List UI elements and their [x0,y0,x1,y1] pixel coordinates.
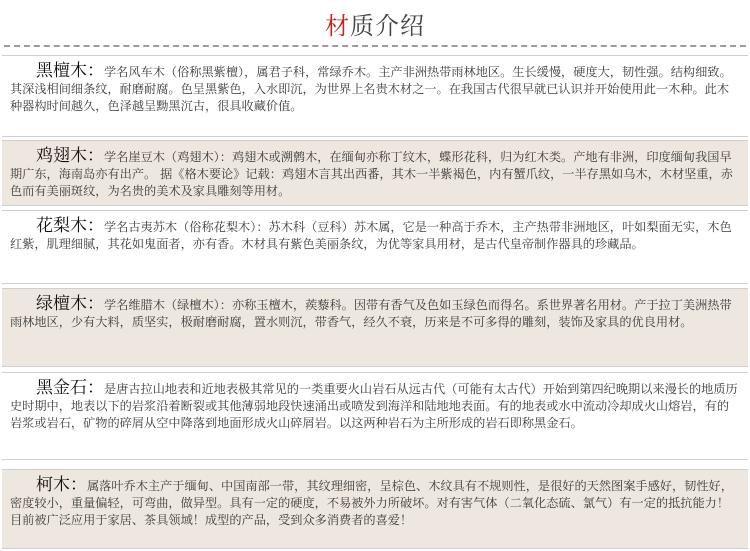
material-description: 属落叶乔木主产于缅甸、中国南部一带，其纹理细密，呈棕色、木纹具有不规则性，是很好的天然图案手感好，韧性好，密度较小，重量偏轻，可弯曲，做异型。具有一定的硬度，不易被外力所破坏。对有害气体（二氧化态硫、氯气）有一定的抵抗能力！目前被广泛应用于家居、茶具领域！成型的产品，受到众多消费者的喜爱！ [10,479,733,527]
dashed-divider [4,45,746,47]
material-name: 鸡翅木： [36,146,104,166]
material-section-oak-wood [2,469,748,549]
material-section-green-sandalwood [2,288,748,367]
page-header [0,0,750,50]
title-accent-char: 材 [325,12,350,40]
material-section-wenge [2,140,748,206]
material-description: 学名古夷苏木（俗称花梨木）：苏木科（豆科）苏木属，它是一种高于乔木，主产热带非洲地区，叶如梨面无实，木色红紫，肌理细腻，其花如鬼面者，亦有香。木材具有紫色美丽条纹，为优等家具用材，是古代皇帝制作器具的珍藏品。 [10,220,732,251]
material-name: 黑金石： [36,378,104,398]
material-section-black-ebony [2,55,748,137]
material-section-black-gold-stone [2,372,748,460]
material-name: 花梨木： [36,216,104,236]
material-name: 黑檀木： [36,61,104,81]
title-rest: 质介绍 [350,12,425,40]
material-description: 学名风车木（俗称黑紫檀），属君子科，常绿乔木。主产非洲热带雨林地区。生长缓慢，硬度大，韧性强。结构细致。其深浅相间细条纹，耐磨耐腐。色呈黑紫色，入水即沉，为世界上名贵木材之一。在我国古代很早就已认识并开始使用此一木种。此木种器构时间越久，色泽越呈黝黑沉古，很具收藏价值。 [10,65,732,113]
material-name: 绿檀木： [36,294,104,314]
material-section-rosewood [2,210,748,284]
material-description: 是唐古拉山地表和近地表极其常见的一类重要火山岩石从远古代（可能有太古代）开始到第四纪晚期以来漫长的地质历史时期中，地表以下的岩浆沿着断裂或其他薄弱地段快速涌出或喷发到海洋和陆地地表面。有的地表或水中流动冷却成火山熔岩，有的岩浆或岩石，矿物的碎屑从空中降落到地面形成火山碎屑岩。以这两种岩石为主所形成的岩石即称黑金石。 [10,382,738,430]
material-name: 柯木： [36,475,87,495]
page-title [0,6,750,41]
material-description: 学名维腊木（绿檀木）：亦称玉檀木，蒺藜科。因带有香气及色如玉绿色而得名。系世界著名用材。产于拉丁美洲热带雨林地区，少有大料，质坚实，极耐磨耐腐，置水则沉，带香气，经久不衰，历来是不可多得的雕刻，装饰及家具的优良用材。 [10,298,732,329]
material-description: 学名崖豆木（鸡翅木）：鸡翅木或溯鹩木，在缅甸亦称丁纹木，蝶形花科，归为红木类。产地有非洲，印度缅甸我国早期广东，海南岛亦有出产。 据《格木要论》记载：鸡翅木言其出西番，其木一半紫褐色，内有蟹爪纹，一半存黑如乌木，木材坚重，赤色而有美丽斑纹，为名贵的美术及家具雕刻等用材。 [10,150,733,198]
